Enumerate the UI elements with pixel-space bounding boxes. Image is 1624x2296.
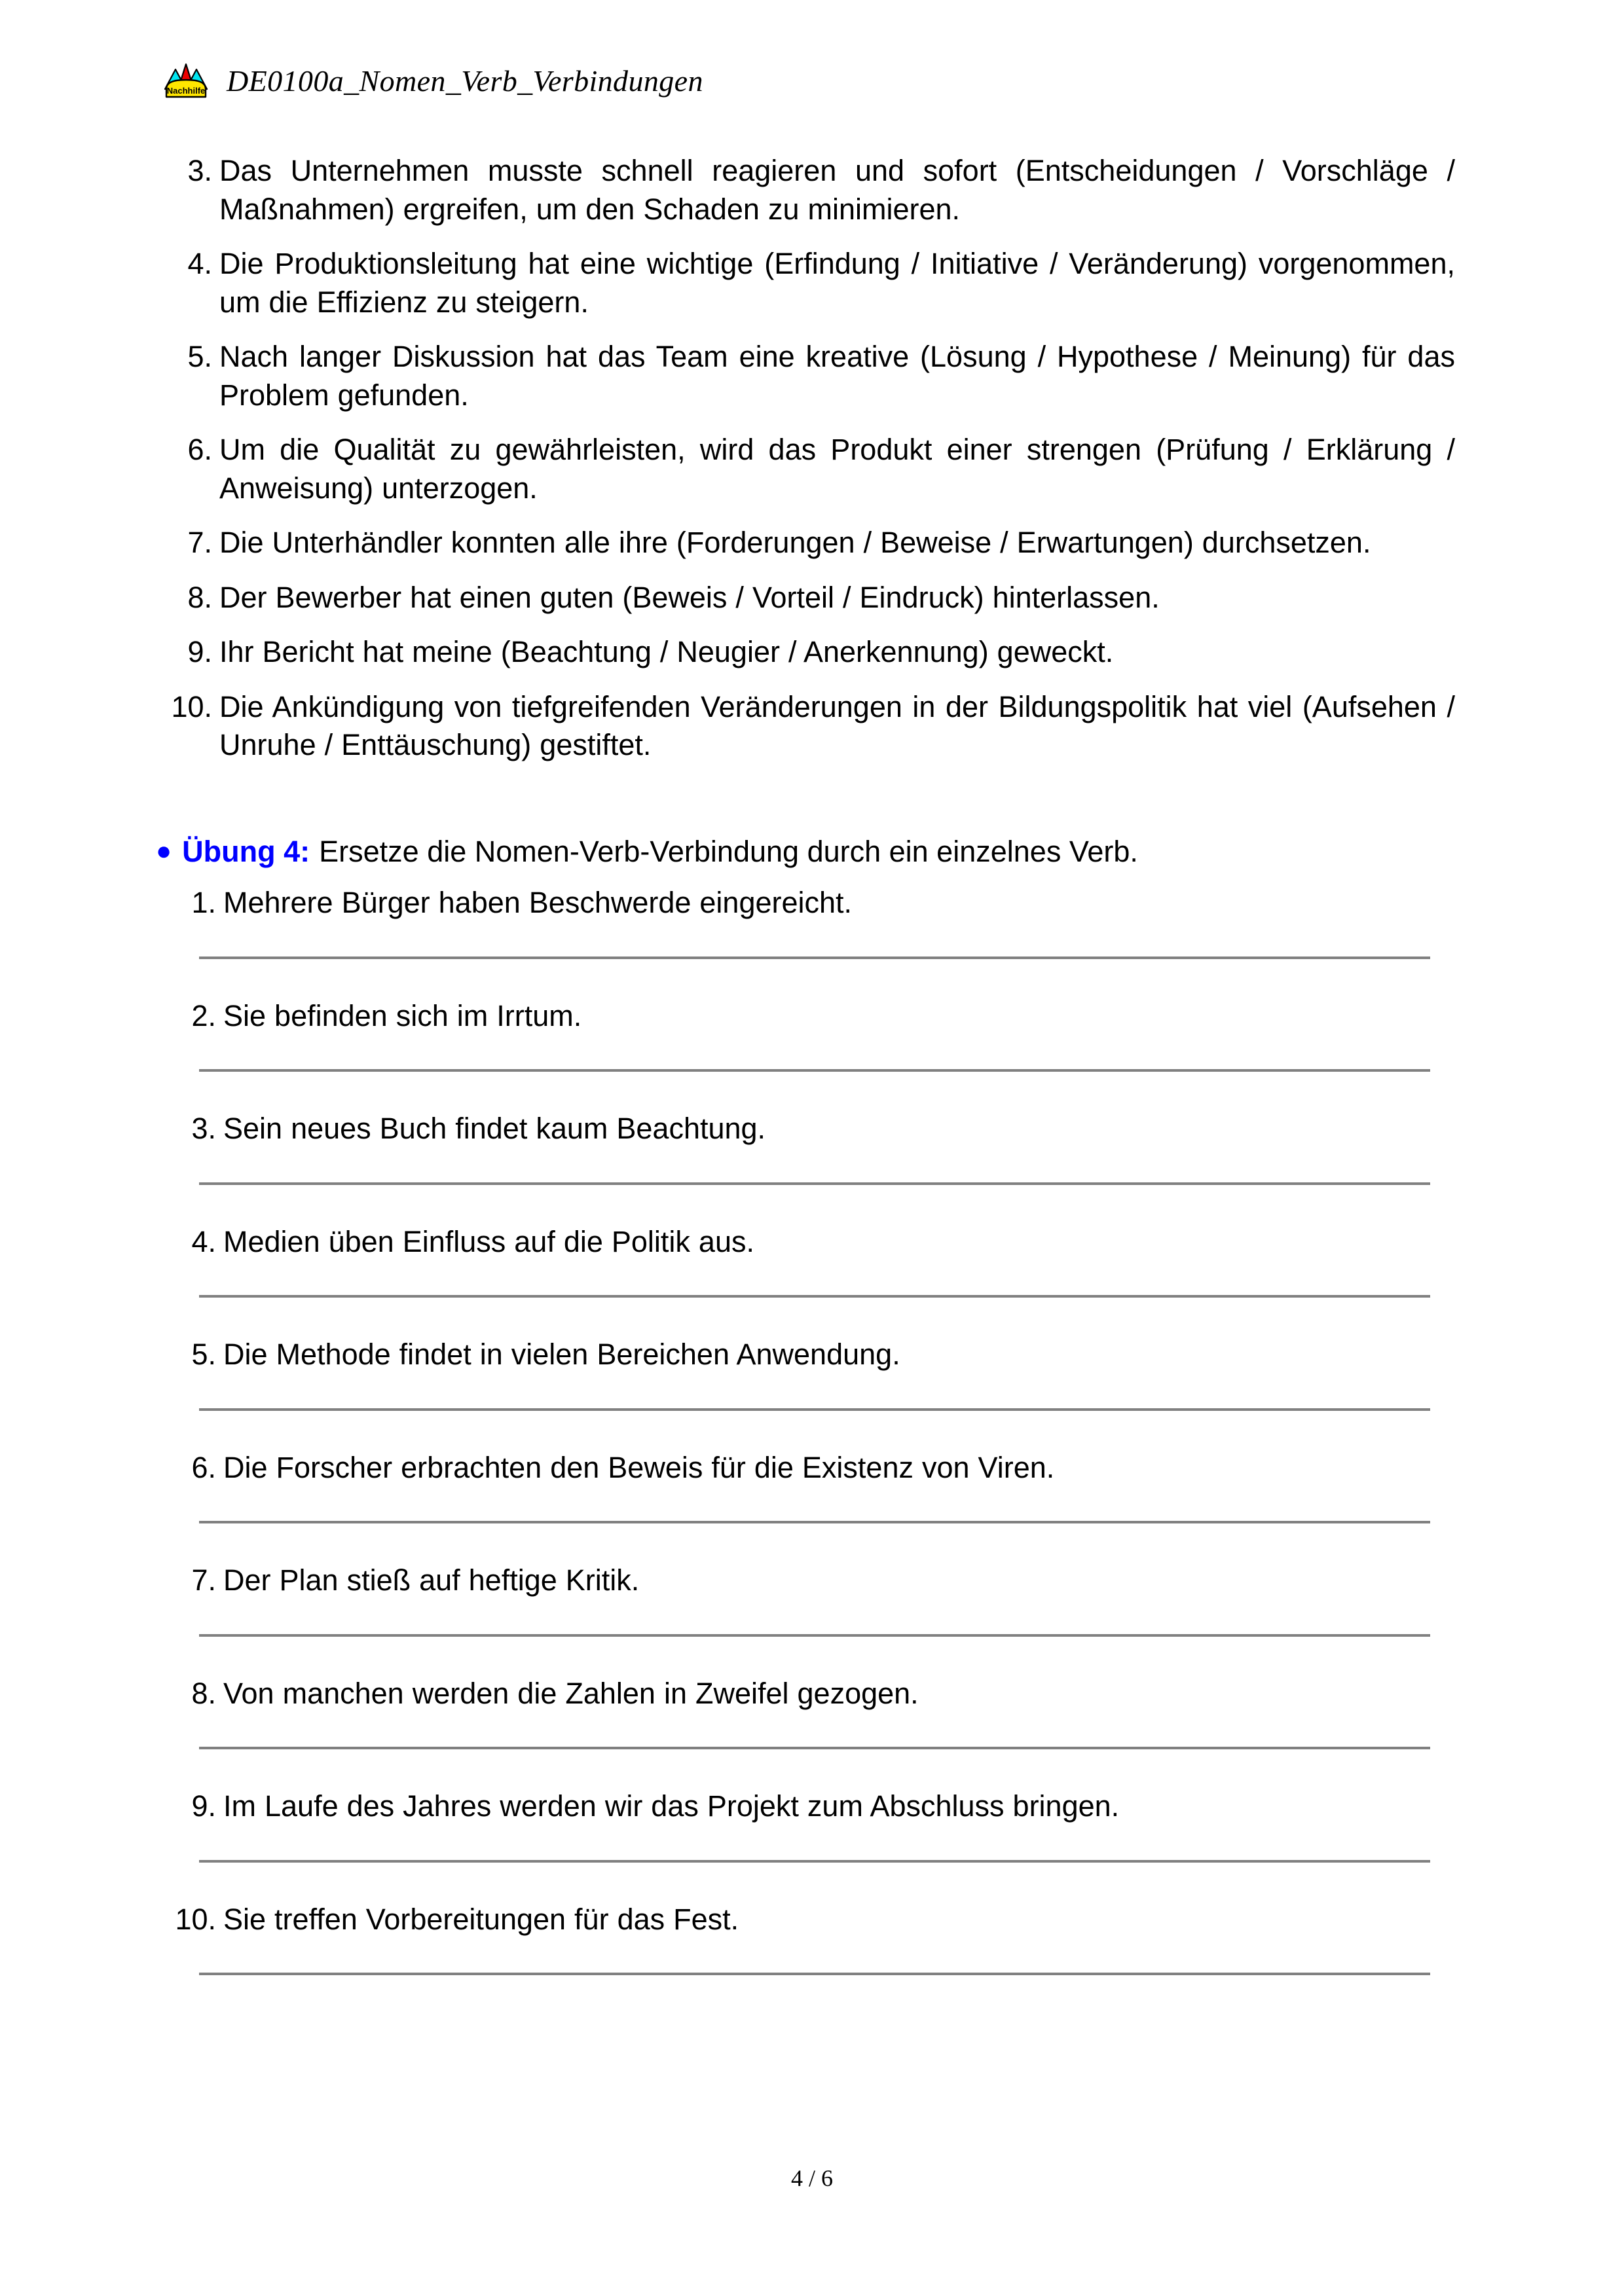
answer-block	[152, 1223, 1455, 1298]
list-item-text: Von manchen werden die Zahlen in Zweifel gezogen.	[223, 1676, 919, 1710]
exercise-4-list	[152, 884, 1455, 2013]
answer-line[interactable]	[199, 1069, 1430, 1072]
list-item-text: Die Ankündigung von tiefgreifenden Veränderungen in der Bildungspolitik hat viel (Aufsehen / Unruhe / Enttäuschung) gestiftet.	[219, 689, 1455, 761]
answer-block	[152, 1675, 1455, 1750]
list-item	[152, 1561, 1455, 1600]
answer-line[interactable]	[199, 1182, 1430, 1185]
list-item-number: 6.	[191, 1450, 216, 1484]
list-item-text: Ihr Bericht hat meine (Beachtung / Neugier / Anerkennung) geweckt.	[219, 635, 1114, 668]
answer-line[interactable]	[199, 957, 1430, 959]
answer-line[interactable]	[199, 1973, 1430, 1975]
answer-line[interactable]	[199, 1295, 1430, 1298]
exercise-label: Übung 4:	[182, 835, 310, 868]
exercise-heading	[156, 833, 1138, 871]
list-item	[152, 1336, 1455, 1374]
answer-line[interactable]	[199, 1408, 1430, 1411]
list-item-text: Sie befinden sich im Irrtum.	[223, 998, 582, 1032]
document-title: DE0100a_Nomen_Verb_Verbindungen	[227, 64, 703, 98]
answer-line[interactable]	[199, 1521, 1430, 1523]
list-item	[152, 1449, 1455, 1487]
answer-block	[152, 884, 1455, 959]
list-item	[152, 633, 1455, 672]
list-item-text: Die Forscher erbrachten den Beweis für die Existenz von Viren.	[223, 1450, 1055, 1484]
answer-block	[152, 1449, 1455, 1524]
answer-block	[152, 1336, 1455, 1411]
list-item-number: 1.	[191, 886, 216, 919]
answer-block	[152, 997, 1455, 1072]
list-item-text: Die Unterhändler konnten alle ihre (Forderungen / Beweise / Erwartungen) durchsetzen.	[219, 526, 1371, 559]
list-item	[152, 688, 1455, 765]
list-item-text: Um die Qualität zu gewährleisten, wird das Produkt einer strengen (Prüfung / Erklärung / Anweisung) unterzogen.	[219, 433, 1455, 505]
document-header	[162, 60, 703, 101]
list-item-number: 7.	[187, 526, 212, 559]
list-item	[152, 524, 1455, 562]
list-item	[152, 338, 1455, 414]
answer-block	[152, 1561, 1455, 1637]
list-item-text: Der Plan stieß auf heftige Kritik.	[223, 1563, 640, 1597]
list-item-number: 5.	[187, 340, 212, 373]
list-item-text: Die Methode findet in vielen Bereichen Anwendung.	[223, 1338, 900, 1371]
list-item-number: 3.	[187, 154, 212, 187]
list-item-text: Nach langer Diskussion hat das Team eine kreative (Lösung / Hypothese / Meinung) für das Problem gefunden.	[219, 340, 1455, 412]
answer-block	[152, 1787, 1455, 1863]
list-item-number: 3.	[191, 1112, 216, 1145]
answer-block	[152, 1110, 1455, 1185]
list-item-number: 2.	[191, 998, 216, 1032]
list-item-text: Im Laufe des Jahres werden wir das Projekt zum Abschluss bringen.	[223, 1789, 1120, 1823]
page-footer	[0, 2164, 1624, 2192]
list-item-number: 4.	[191, 1224, 216, 1258]
list-item-text: Das Unternehmen musste schnell reagieren und sofort (Entscheidungen / Vorschläge / Maßnahmen) ergreifen, um den Schaden zu minimieren.	[219, 154, 1455, 226]
nachhilfe-mountain-logo-icon	[162, 60, 210, 101]
list-item-number: 5.	[191, 1338, 216, 1371]
list-item	[152, 1901, 1455, 1939]
list-item	[152, 997, 1455, 1036]
answer-line[interactable]	[199, 1747, 1430, 1749]
page-indicator: 4 / 6	[790, 2165, 833, 2191]
list-item	[152, 245, 1455, 321]
answer-line[interactable]	[199, 1634, 1430, 1637]
list-item	[152, 579, 1455, 617]
list-item-text: Mehrere Bürger haben Beschwerde eingereicht.	[223, 886, 853, 919]
list-item	[152, 1223, 1455, 1262]
answer-block	[152, 1901, 1455, 1976]
list-item-number: 9.	[191, 1789, 216, 1823]
list-item-number: 10.	[175, 1902, 216, 1936]
svg-text:Nachhilfe: Nachhilfe	[166, 86, 206, 96]
list-item-text: Die Produktionsleitung hat eine wichtige (Erfindung / Initiative / Veränderung) vorgenommen, um die Effizienz zu steigern.	[219, 247, 1455, 319]
list-item-number: 7.	[191, 1563, 216, 1597]
list-item-text: Sein neues Buch findet kaum Beachtung.	[223, 1112, 766, 1145]
list-item-text: Medien üben Einfluss auf die Politik aus.	[223, 1224, 754, 1258]
list-item	[152, 1675, 1455, 1713]
list-item	[152, 152, 1455, 228]
list-item-number: 6.	[187, 433, 212, 466]
list-item	[152, 1110, 1455, 1148]
bullet-icon: ●	[156, 837, 172, 866]
list-item-number: 10.	[171, 689, 212, 723]
list-item	[152, 431, 1455, 507]
list-item-text: Sie treffen Vorbereitungen für das Fest.	[223, 1902, 739, 1936]
list-item-number: 8.	[187, 580, 212, 614]
list-item-number: 4.	[187, 247, 212, 280]
list-item-text: Der Bewerber hat einen guten (Beweis / Vorteil / Eindruck) hinterlassen.	[219, 580, 1160, 614]
list-item	[152, 1787, 1455, 1826]
list-item-number: 8.	[191, 1676, 216, 1710]
exercise-instruction: Ersetze die Nomen-Verb-Verbindung durch ein einzelnes Verb.	[319, 835, 1138, 868]
answer-line[interactable]	[199, 1860, 1430, 1863]
list-item	[152, 884, 1455, 922]
sentence-list-continued	[152, 152, 1455, 781]
list-item-number: 9.	[187, 635, 212, 668]
